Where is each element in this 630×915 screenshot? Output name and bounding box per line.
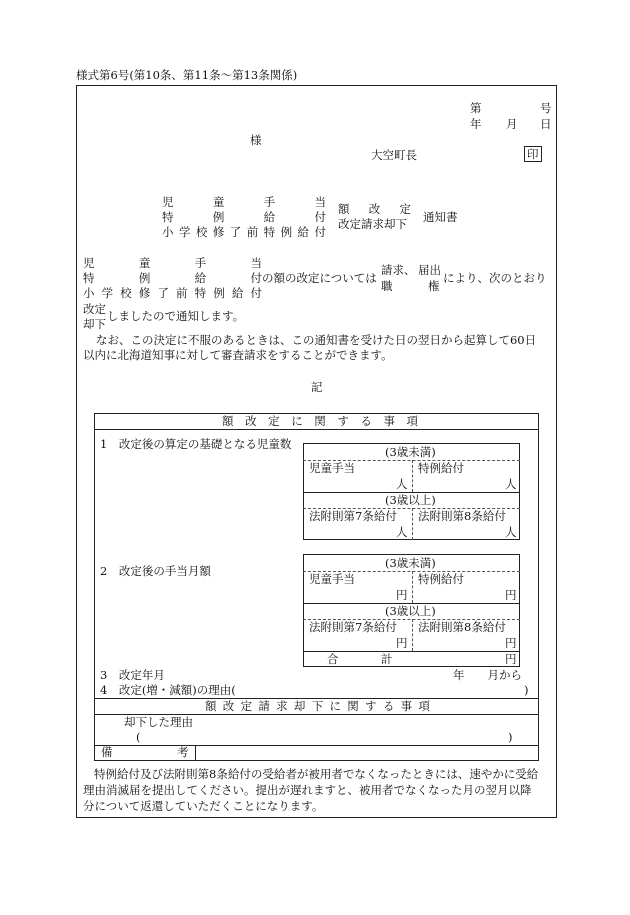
title-row-1: 児 童 手 当 <box>162 195 326 209</box>
title-mid-top: 額 改 定 <box>338 202 411 216</box>
child-unit-4: 人 <box>505 525 517 539</box>
child-hofu8-label: 法附則第8条給付 <box>418 509 506 523</box>
remarks-label-b: 考 <box>177 745 189 759</box>
title-suffix: 通知書 <box>423 210 458 224</box>
reject-open-paren: ( <box>136 730 141 744</box>
amount-jido-teate-label: 児童手当 <box>309 572 355 586</box>
amount-over3-header: (3歳以上) <box>385 604 436 618</box>
sender-name: 大空町長 <box>371 148 417 162</box>
amount-under3-header: (3歳未満) <box>385 556 436 570</box>
footer-line-3: 分について返還していただくことになります。 <box>83 799 324 813</box>
child-under3-header: (3歳未満) <box>385 445 436 459</box>
child-unit-3: 人 <box>396 525 408 539</box>
child-unit-1: 人 <box>396 477 408 491</box>
issue-dai: 第 <box>470 101 482 115</box>
body-choice1-bottom: 職 <box>381 279 393 293</box>
remarks-label-a: 備 <box>101 745 113 759</box>
child-vdivider-1 <box>412 460 413 492</box>
child-tokurei-label: 特例給付 <box>418 461 464 475</box>
footer-line-2: 理由消滅届を提出してください。提出が遅れますと、被用者でなくなった月の翌月以降 <box>83 783 532 797</box>
child-over3-header: (3歳以上) <box>385 493 436 507</box>
ki-heading: 記 <box>311 380 323 394</box>
footer-line-1: 特例給付及び法附則第8条給付の受給者が被用者でなくなったときには、速やかに受給 <box>94 767 539 781</box>
body-text-2: により、次のとおり <box>443 271 547 285</box>
item3-label: 3 改定年月 <box>100 668 165 682</box>
issue-day: 日 <box>540 117 552 131</box>
body-choice2-bottom: 権 <box>428 279 440 293</box>
amount-total-unit: 円 <box>505 652 517 666</box>
amount-vdivider-1 <box>412 571 413 603</box>
amount-unit-4: 円 <box>505 636 517 650</box>
child-jido-teate-label: 児童手当 <box>309 461 355 475</box>
amount-hofu8-label: 法附則第8条給付 <box>418 620 506 634</box>
reject-reason-label: 却下した理由 <box>124 715 193 729</box>
title-row-3: 小 学 校 修 了 前 特 例 給 付 <box>162 225 326 239</box>
reject-close-paren: ) <box>508 730 513 744</box>
body-choice1-top: 請求、 <box>381 263 416 277</box>
amount-unit-1: 円 <box>396 588 408 602</box>
item4-label: 4 改定(増・減額)の理由( <box>100 683 236 697</box>
amount-tokurei-label: 特例給付 <box>418 572 464 586</box>
amount-total-b: 計 <box>381 652 393 666</box>
section1-title: 額 改 定 に 関 す る 事 項 <box>222 414 418 428</box>
amount-unit-2: 円 <box>505 588 517 602</box>
body-kyakka: 却下 <box>83 317 106 331</box>
official-seal: 印 <box>524 147 542 163</box>
body-text-3: しましたので通知します。 <box>107 309 245 323</box>
item2-label: 2 改定後の手当月額 <box>100 564 211 578</box>
amount-total-a: 合 <box>327 652 339 666</box>
body-row-3: 小 学 校 修 了 前 特 例 給 付 <box>83 286 262 300</box>
body-choice2-top: 届出 <box>418 263 441 277</box>
remarks-divider <box>94 745 539 746</box>
amount-hofu7-label: 法附則第7条給付 <box>309 620 397 634</box>
form-label: 様式第6号(第10条、第11条〜第13条関係) <box>76 68 298 82</box>
child-unit-2: 人 <box>505 477 517 491</box>
body-row-2: 特 例 給 付 <box>83 271 262 285</box>
title-row-2: 特 例 給 付 <box>162 210 326 224</box>
body-kaitei: 改定 <box>83 302 106 316</box>
body-row-1: 児 童 手 当 <box>83 256 262 270</box>
child-hofu7-label: 法附則第7条給付 <box>309 509 397 523</box>
amount-unit-3: 円 <box>396 636 408 650</box>
item4-close: ) <box>524 683 529 697</box>
remarks-vdivider <box>195 745 196 761</box>
issue-month: 月 <box>506 117 518 131</box>
child-vdivider-2 <box>412 508 413 540</box>
item3-suffix: 年 月から <box>453 668 522 682</box>
title-mid-bottom: 改定請求却下 <box>338 217 407 231</box>
amount-vdivider-2 <box>412 619 413 651</box>
body-para2-line1: なお、この決定に不服のあるときは、この通知書を受けた日の翌日から起算して60日 <box>96 333 537 347</box>
item1-label: 1 改定後の算定の基礎となる児童数 <box>100 437 292 451</box>
body-text-1: の額の改定については <box>262 271 377 285</box>
issue-go: 号 <box>540 101 552 115</box>
issue-year: 年 <box>470 117 482 131</box>
body-para2-line2: 以内に北海道知事に対して審査請求をすることができます。 <box>83 348 393 362</box>
section2-title: 額 改 定 請 求 却 下 に 関 す る 事 項 <box>205 699 430 713</box>
addressee-suffix: 様 <box>250 133 262 147</box>
